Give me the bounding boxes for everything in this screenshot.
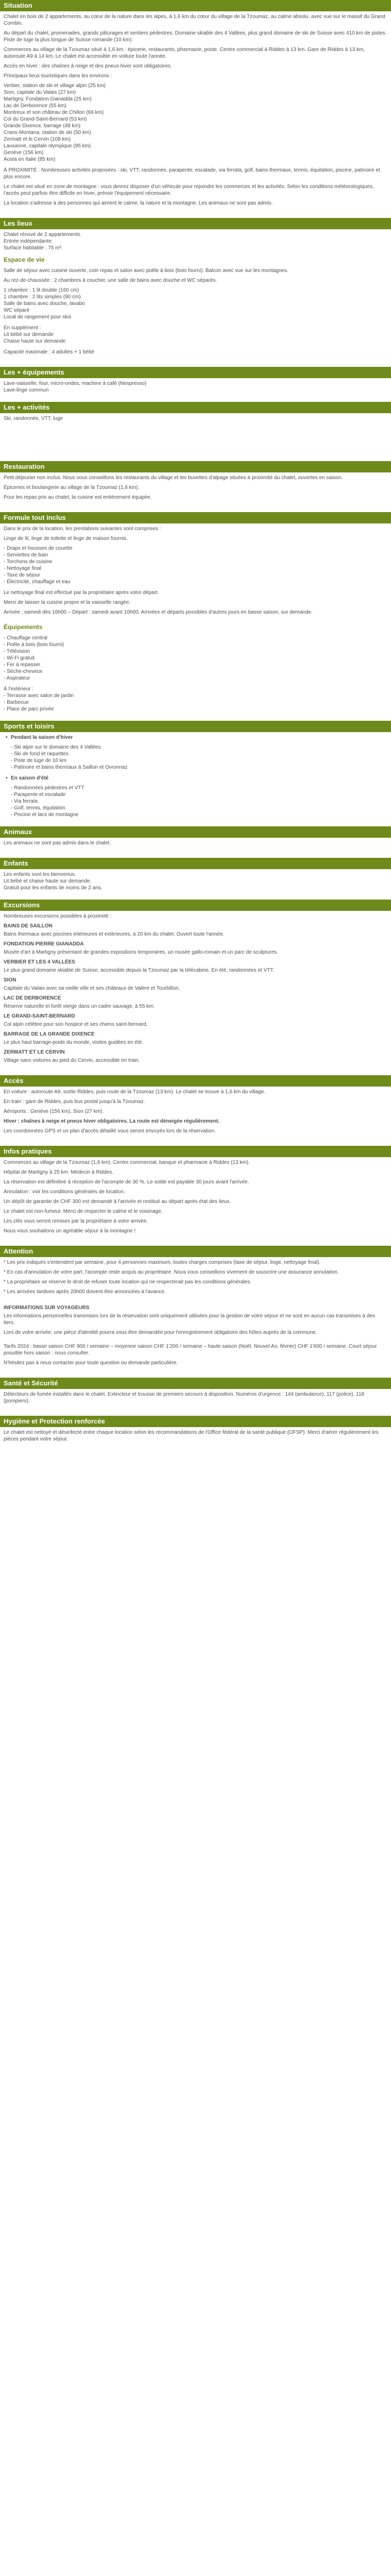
- excursion-text: Village sans voitures au pied du Cervin, accessible en train.: [4, 1058, 140, 1063]
- excursions-section: [0, 911, 391, 1068]
- situation-section: [0, 11, 391, 211]
- list-item: - Électricité, chauffage et eau: [4, 579, 71, 585]
- lieux-heading: Les lieux: [0, 218, 391, 229]
- list-item: Montreux et son château de Chillon (66 km): [4, 110, 104, 115]
- room-list: [4, 287, 387, 320]
- list-item: Grande Dixence, barrage (48 km): [4, 123, 80, 129]
- infos-text: Le chalet est non-fumeur. Merci de respecter le calme et le voisinage.: [4, 1209, 162, 1214]
- extras-list: [4, 325, 387, 345]
- excursion-title: FONDATION PIERRE GIANADDA: [4, 941, 84, 947]
- espace-section: [0, 265, 391, 360]
- attention-text: * La propriétaire se réserve le droit de refuser toute location qui ne respecterait pas les conditions générales.: [4, 1279, 252, 1285]
- excursion-title: SION: [4, 977, 17, 983]
- list-item: - Fer à repasser: [4, 662, 41, 668]
- resto-heading: Restauration: [0, 461, 391, 472]
- situation-text: Accès en hiver : des chaînes à neige et des pneus hiver sont obligatoires.: [4, 63, 172, 69]
- summer-heading-list: [4, 775, 387, 782]
- winter-list: [4, 744, 387, 771]
- acces-text: Aéroports : Genève (156 km), Sion (27 km).: [4, 1109, 104, 1114]
- summer-list: [4, 785, 387, 818]
- traveller-info-title: INFORMATIONS SUR VOYAGEURS: [4, 1305, 90, 1311]
- forfait-text: Linge de lit, linge de toilette et linge de maison fournis.: [4, 536, 128, 541]
- list-item: Lausanne, capitale olympique (95 km): [4, 143, 91, 149]
- excursion-text: Capitale du Valais avec sa vieille ville et ses châteaux de Valère et Tourbillon.: [4, 986, 180, 991]
- list-item: Salle de bains avec douche, lavabo: [4, 301, 85, 307]
- infos-text: Hôpital de Martigny à 25 km. Médecin à Riddes.: [4, 1170, 113, 1175]
- list-item: - Place de parc privée: [4, 706, 54, 712]
- excursion-text: Bains thermaux avec piscines intérieures et extérieures, à 20 km du chalet. Ouvert toute l'année.: [4, 931, 224, 937]
- situation-text: Commerces au village de la Tzoumaz situé à 1,6 km : épicerie, restaurants, pharmacie, poste. Centre commercial à Riddes à 13 km. Gare de Riddes à 13 km, autoroute A9 à 14 km. Le chalet est accessible en voiture toute l'année.: [4, 47, 365, 59]
- acces-heading: Accès: [0, 1075, 391, 1087]
- winter-heading: • Pendant la saison d'hiver: [11, 734, 387, 741]
- infos-text: Commerces au village de la Tzoumaz (1,6 km). Centre commercial, banque et pharmacie à Riddes (13 km).: [4, 1160, 250, 1165]
- list-item: - Taxe de séjour: [4, 572, 40, 578]
- equip-section: [0, 378, 391, 395]
- list-item: - Piscine et lacs de montagne: [11, 812, 79, 818]
- list-item: Aosta en Italie (85 km): [4, 157, 56, 162]
- list-item: - Randonnées pédestres et VTT: [11, 785, 85, 791]
- list-item: Les enfants sont les bienvenus.: [4, 872, 76, 877]
- excursion-text: Col alpin célèbre pour son hospice et ses chiens saint-bernard.: [4, 1022, 148, 1027]
- list-item: - Ski alpin sur le domaine des 4 Vallées: [11, 744, 101, 750]
- list-item: - Golf, tennis, équitation: [11, 805, 66, 811]
- situation-text: Au départ du chalet, promenades, grands pâturages et sentiers pédestres. Domaine skiable des 4 Vallées, plus grand domaine de ski de Suisse avec 410 km de pistes. Piste de luge la plus longue de Suisse romande (10 km).: [4, 30, 387, 43]
- acces-text: En train : gare de Riddes, puis bus postal jusqu'à la Tzoumaz.: [4, 1099, 145, 1105]
- situation-heading: Situation: [0, 0, 391, 11]
- activ-section: [0, 413, 391, 423]
- enfants-section: [0, 869, 391, 892]
- list-item: - Patinoire et bains thermaux à Saillon et Ovronnaz: [11, 765, 128, 770]
- hygiene-section: [0, 1427, 391, 1447]
- list-item: En supplément :: [4, 325, 41, 331]
- situation-text: À PROXIMITÉ : Nombreuses activités proposées : ski, VTT, randonnée, parapente, escalade, via ferrata, golf, bains thermaux, tennis, équitation, piscine, patinoire et plus encore.: [4, 167, 380, 180]
- included-list: [4, 545, 387, 585]
- list-item: - Piste de luge de 10 km: [11, 758, 67, 764]
- list-item: Verbier, station de ski et village alpin (25 km): [4, 83, 106, 89]
- list-item: Sion, capitale du Valais (27 km): [4, 90, 76, 95]
- espace-heading: Espace de vie: [4, 256, 45, 263]
- list-item: 1 chambre : 2 lits simples (90 cm): [4, 294, 81, 300]
- list-item: - Terrasse avec salon de jardin: [4, 693, 74, 699]
- excursion-text: Musée d'art à Martigny présentant de grandes expositions temporaires, un musée gallo-romain et un parc de sculptures.: [4, 950, 279, 955]
- traveller-info-text: Les informations personnelles transmises lors de la réservation sont uniquement utilisées pour la gestion de votre séjour et ne sont en aucun cas transmises à des tiers.: [4, 1313, 375, 1326]
- list-item: Lit bébé sur demande: [4, 332, 54, 337]
- list-item: - Nettoyage final: [4, 566, 41, 571]
- resto-text: Pour les repas pris au chalet, la cuisine est entièrement équipée.: [4, 495, 152, 500]
- list-item: Local de rangement pour skis: [4, 314, 72, 320]
- excursion-title: BARRAGE DE LA GRANDE DIXENCE: [4, 1031, 95, 1037]
- list-item: Lit bébé et chaise haute sur demande.: [4, 878, 92, 884]
- list-item: - Barbecue: [4, 700, 29, 705]
- infos-text: Nous vous souhaitons un agréable séjour à la montagne !: [4, 1228, 136, 1234]
- sports-heading: Sports et loisirs: [0, 721, 391, 732]
- situation-text: La location s'adresse à des personnes qui aiment le calme, la nature et la montagne. Les animaux ne sont pas admis.: [4, 200, 273, 206]
- animaux-section: [0, 838, 391, 851]
- list-item: Lac de Derborence (55 km): [4, 103, 67, 109]
- excursion-title: LE GRAND-SAINT-BERNARD: [4, 1013, 75, 1019]
- excursion-text: Réserve naturelle et forêt vierge dans un cadre sauvage, à 55 km.: [4, 1004, 155, 1009]
- list-item: - Poêle à bois (bois fourni): [4, 642, 64, 648]
- equipment-list: [4, 635, 387, 682]
- excursion-text: Le plus grand domaine skiable de Suisse, accessible depuis la Tzoumaz par la télécabine. En été, randonnées et VTT.: [4, 968, 274, 973]
- forfait-text: Dans le prix de la location, les prestations suivantes sont comprises :: [4, 526, 161, 532]
- list-item: Martigny, Fondation Gianadda (25 km): [4, 96, 92, 102]
- list-item: Col du Grand-Saint-Bernard (53 km): [4, 116, 87, 122]
- sante-section: [0, 1389, 391, 1409]
- list-item: - Aspirateur: [4, 675, 30, 681]
- animaux-text: Les animaux ne sont pas admis dans le chalet.: [4, 840, 111, 846]
- list-item: - Chauffage central: [4, 635, 47, 641]
- list-item: - Torchons de cuisine: [4, 559, 53, 565]
- situation-text: Principaux lieux touristiques dans les environs :: [4, 73, 112, 79]
- list-item: À l'extérieur :: [4, 686, 34, 692]
- outdoor-list: [4, 686, 387, 713]
- attention-heading: Attention: [0, 1246, 391, 1257]
- list-item: - Via ferrata: [11, 799, 38, 804]
- rates-text: Tarifs 2024 : basse saison CHF 900 / semaine – moyenne saison CHF 1'200 / semaine – haute saison (Noël, Nouvel An, février) CHF 1'600 / semaine. Court séjour possible hors saison : nous consulter.: [4, 1344, 377, 1356]
- sante-text: Détecteurs de fumée installés dans le chalet. Extincteur et trousse de premiers secours à disposition. Numéros d'urgence : 144 (ambulance), 117 (police), 118 (pompiers).: [4, 1392, 365, 1404]
- list-item: - Parapente et escalade: [11, 792, 66, 798]
- infos-text: La réservation est définitive à réception de l'acompte de 30 %. Le solde est payable 30 jours avant l'arrivée.: [4, 1179, 249, 1185]
- infos-text: Les clés vous seront remises par la propriétaire à votre arrivée.: [4, 1218, 148, 1224]
- excursions-heading: Excursions: [0, 900, 391, 911]
- excursions-text: Nombreuses excursions possibles à proximité :: [4, 913, 111, 919]
- list-item: Chalet rénové de 2 appartements.: [4, 232, 82, 238]
- list-item: - Sèche-cheveux: [4, 669, 43, 674]
- acces-section: [0, 1087, 391, 1139]
- summer-heading: • En saison d'été: [11, 775, 387, 782]
- forfait-text: Merci de laisser la cuisine propre et la vaisselle rangée.: [4, 600, 131, 605]
- acces-text: Les coordonnées GPS et un plan d'accès détaillé vous seront envoyés lors de la réservation.: [4, 1128, 216, 1134]
- list-item: - Ski de fond et raquettes: [11, 751, 69, 757]
- infos-text: Un dépôt de garantie de CHF 300 est demandé à l'arrivée et restitué au départ après état des lieux.: [4, 1199, 231, 1205]
- capacity-text: Capacité maximale : 4 adultes + 1 bébé: [4, 349, 94, 355]
- attention-section: [0, 1257, 391, 1370]
- attention-text: * En cas d'annulation de votre part, l'acompte reste acquis au propriétaire. Nous vous conseillons vivement de souscrire une assurance annulation.: [4, 1269, 339, 1275]
- equip2-section: [0, 633, 391, 714]
- excursion-title: ZERMATT ET LE CERVIN: [4, 1049, 65, 1055]
- equip-heading: Les + équipements: [0, 367, 391, 378]
- hygiene-heading: Hygiène et Protection renforcée: [0, 1416, 391, 1427]
- list-item: Ski, randonnée, VTT, luge: [4, 416, 63, 421]
- resto-text: Épiceries et boulangerie au village de la Tzoumaz (1,6 km).: [4, 485, 139, 490]
- infos-section: [0, 1157, 391, 1239]
- list-item: - Wi-Fi gratuit: [4, 655, 35, 661]
- list-item: Gratuit pour les enfants de moins de 2 ans.: [4, 885, 103, 891]
- list-item: Lave-linge commun: [4, 387, 49, 393]
- sante-heading: Santé et Sécurité: [0, 1378, 391, 1389]
- resto-text: Petit déjeuner non inclus. Nous vous conseillons les restaurants du village et les buvettes d'alpage situées à proximité du chalet, ouvertes en saison.: [4, 475, 343, 481]
- winter-heading-list: [4, 734, 387, 741]
- list-item: 1 chambre : 1 lit double (160 cm): [4, 287, 79, 293]
- infos-text: Annulation : voir les conditions générales de location.: [4, 1189, 125, 1195]
- list-item: - Draps et housses de couette: [4, 546, 73, 551]
- list-item: Chaise haute sur demande: [4, 338, 66, 344]
- resto-section: [0, 472, 391, 505]
- hygiene-text: Le chalet est nettoyé et désinfecté entre chaque location selon les recommandations de l'Office fédéral de la santé publique (OFSP). Merci d'aérer régulièrement les pièces pendant votre séjour.: [4, 1430, 379, 1442]
- attention-text: * Les prix indiqués s'entendent par semaine, pour 4 personnes maximum, toutes charges comprises (taxe de séjour, linge, nettoyage final).: [4, 1260, 321, 1265]
- acces-text: En voiture : autoroute A9, sortie Riddes, puis route de la Tzoumaz (13 km). Le chalet se trouve à 1,6 km du village.: [4, 1089, 266, 1095]
- list-item: Entrée indépendante.: [4, 239, 53, 244]
- contact-text: N'hésitez pas à nous contacter pour toute question ou demande particulière.: [4, 1360, 178, 1366]
- situation-text: Chalet en bois de 2 appartements, au cœur de la nature dans les alpes, à 1,6 km du cœur du village de la Tzoumaz, au calme absolu, avec vue sur le massif du Grand Combin.: [4, 14, 385, 26]
- infos-heading: Infos pratiques: [0, 1146, 391, 1157]
- situation-text: Le chalet est situé en zone de montagne : vous devrez disposer d'un véhicule pour rejoindre les commerces et les activités. Selon les conditions météorologiques, l'accès peut parfois être difficile en hiver, prévoir l'équipement nécessaire.: [4, 184, 374, 196]
- list-item: Lave-vaisselle, four, micro-ondes, machine à café (Nespresso): [4, 381, 146, 386]
- activ-heading: Les + activités: [0, 402, 391, 413]
- attention-text: * Les arrivées tardives après 20h00 doivent être annoncées à l'avance.: [4, 1289, 166, 1295]
- list-item: - Télévision: [4, 649, 30, 654]
- excursion-title: VERBIER ET LES 4 VALLÉES: [4, 959, 75, 965]
- excursion-title: LAC DE DERBORENCE: [4, 995, 61, 1001]
- sports-section: [0, 732, 391, 819]
- list-item: Crans-Montana, station de ski (50 km): [4, 130, 91, 135]
- tourist-list: [4, 82, 387, 163]
- excursion-title: BAINS DE SAILLON: [4, 923, 53, 929]
- list-item: Genève (156 km): [4, 150, 44, 156]
- forfait-text: Le nettoyage final est effectué par la propriétaire après votre départ.: [4, 590, 159, 596]
- list-item: - Serviettes de bain: [4, 552, 48, 558]
- forfait-heading: Formule tout inclus: [0, 512, 391, 523]
- list-item: Zermatt et le Cervin (108 km): [4, 137, 71, 142]
- acces-text: Hiver : chaînes à neige et pneus hiver obligatoires. La route est déneigée régulièrement.: [4, 1118, 220, 1124]
- espace-text: Au rez-de-chaussée : 2 chambres à coucher, une salle de bains avec douche et WC séparés.: [4, 278, 217, 283]
- traveller-info-text: Lors de votre arrivée, une pièce d'identité pourra vous être demandée pour l'enregistrement obligatoire des hôtes auprès de la commune.: [4, 1330, 317, 1335]
- list-item: Surface habitable : 75 m².: [4, 245, 63, 251]
- list-item: WC séparé: [4, 308, 30, 313]
- espace-text: Salle de séjour avec cuisine ouverte, coin repas et salon avec poêle à bois (bois fourni). Balcon avec vue sur les montagnes.: [4, 268, 288, 274]
- equip2-heading: Équipements: [4, 623, 43, 631]
- animaux-heading: Animaux: [0, 826, 391, 838]
- forfait-text: Arrivée : samedi dès 16h00 – Départ : samedi avant 10h00. Arrivées et départs possibles d'autres jours en basse saison, sur demande.: [4, 609, 313, 615]
- forfait-section: [0, 523, 391, 620]
- enfants-heading: Enfants: [0, 858, 391, 869]
- excursion-text: Le plus haut barrage-poids du monde, visites guidées en été.: [4, 1040, 143, 1045]
- lieux-section: [0, 229, 391, 252]
